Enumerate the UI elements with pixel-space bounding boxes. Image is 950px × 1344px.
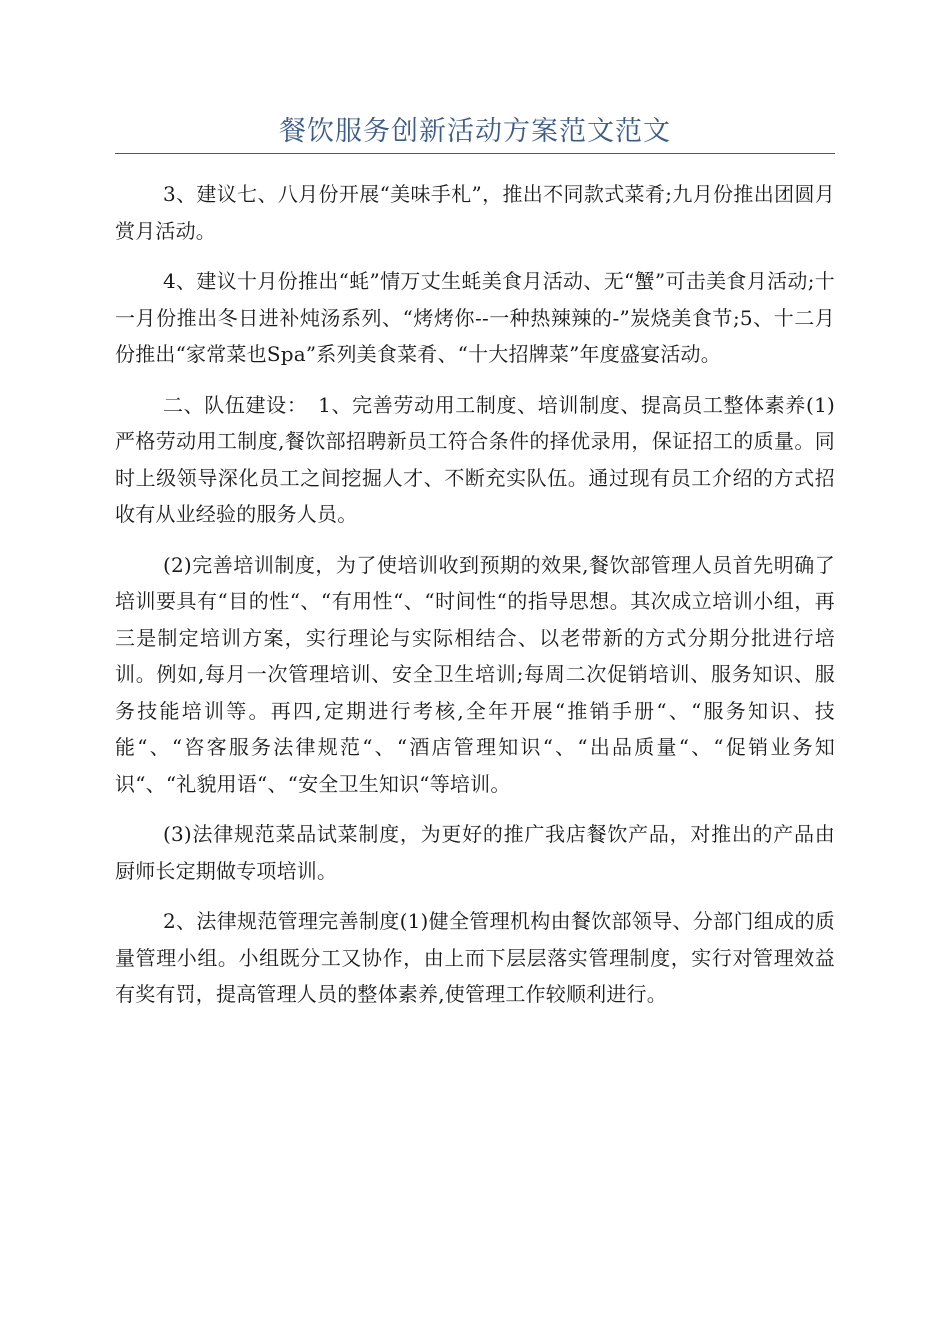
- paragraph-5: (3)法律规范菜品试菜制度，为更好的推广我店餐饮产品，对推出的产品由厨师长定期做专项培训。: [115, 822, 835, 883]
- document-title: 餐饮服务创新活动方案范文范文: [279, 116, 671, 147]
- title-underline: [115, 153, 835, 154]
- paragraph-4: (2)完善培训制度，为了使培训收到预期的效果,餐饮部管理人员首先明确了培训要具有“目的性“、“有用性“、“时间性“的指导思想。其次成立培训小组，再三是制定培训方案，实行理论与实际相结合、以老带新的方式分期分批进行培训。例如,每月一次管理培训、安全卫生培训;每周二次促销培训、服务知识、服务技能培训等。再四,定期进行考核,全年开展“推销手册“、“服务知识、技能“、“咨客服务法律规范“、“酒店管理知识“、“出品质量“、“促销业务知识“、“礼貌用语“、“安全卫生知识“等培训。: [115, 552, 835, 796]
- paragraph-6: 2、法律规范管理完善制度(1)健全管理机构由餐饮部领导、分部门组成的质量管理小组。小组既分工又协作，由上而下层层落实管理制度，实行对管理效益有奖有罚，提高管理人员的整体素养,使管理工作较顺利进行。: [115, 909, 835, 1006]
- document-body: [115, 176, 835, 1027]
- paragraph-3: 二、队伍建设： 1、完善劳动用工制度、培训制度、提高员工整体素养(1)严格劳动用工制度,餐饮部招聘新员工符合条件的择优录用，保证招工的质量。同时上级领导深化员工之间挖掘人才、不断充实队伍。通过现有员工介绍的方式招收有从业经验的服务人员。: [115, 392, 835, 526]
- paragraph-1: 3、建议七、八月份开展“美味手札”，推出不同款式菜肴;九月份推出团圆月赏月活动。: [115, 182, 835, 243]
- paragraph-2: 4、建议十月份推出“蚝”情万丈生蚝美食月活动、无“蟹”可击美食月活动;十一月份推出冬日进补炖汤系列、“烤烤你--一种热辣辣的-”炭烧美食节;5、十二月份推出“家常菜也Spa”系列美食菜肴、“十大招牌菜”年度盛宴活动。: [115, 269, 835, 366]
